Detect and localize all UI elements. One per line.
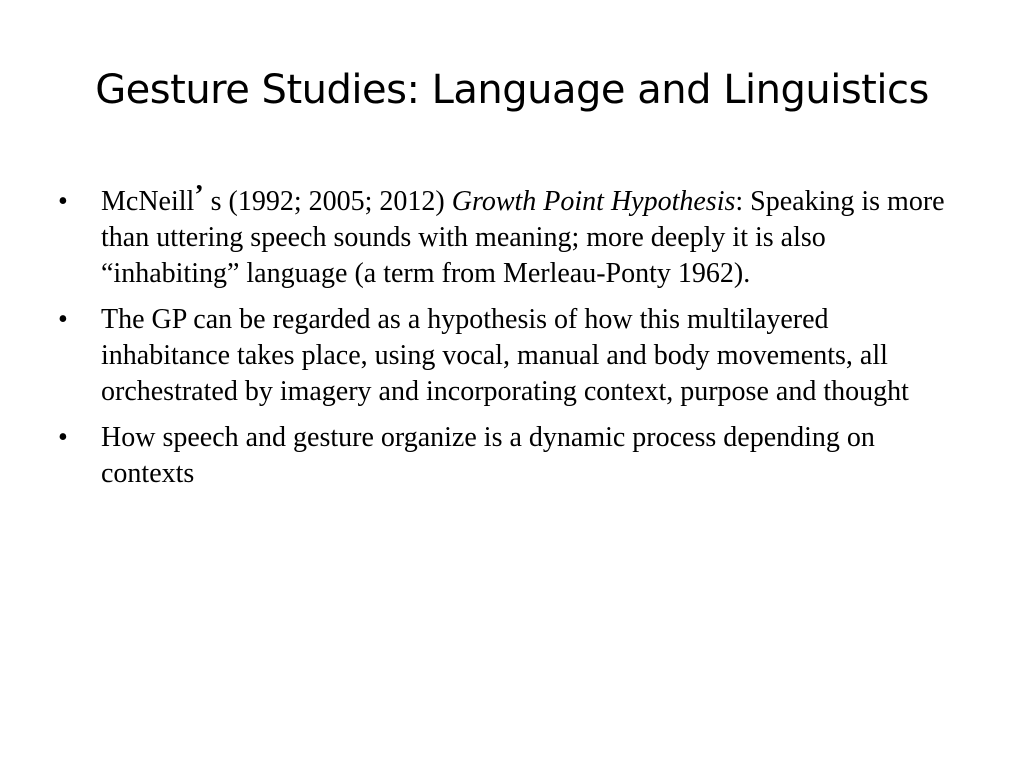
bullet-item-gp-hypothesis bbox=[58, 302, 958, 410]
bullet-icon: • bbox=[58, 422, 68, 453]
bullet-author: McNeill bbox=[101, 186, 195, 217]
bullet-item-growth-point bbox=[58, 180, 958, 292]
bullet-body: : Speaking is more than uttering speech sounds with meaning; more deeply it is also “inhabiting” language (a term from Merleau-Ponty 1962). bbox=[101, 186, 945, 289]
bullet-item-dynamic-process bbox=[58, 420, 958, 492]
bullet-text: How speech and gesture organize is a dynamic process depending on contexts bbox=[101, 422, 875, 489]
bullet-icon: • bbox=[58, 304, 68, 335]
bullet-text: The GP can be regarded as a hypothesis of how this multilayered inhabitance takes place, using vocal, manual and body movements, all orchestrated by imagery and incorporating context, purpose and thought bbox=[101, 304, 909, 407]
bullet-years: s (1992; 2005; 2012) bbox=[203, 186, 452, 217]
bullet-list bbox=[58, 180, 958, 502]
bullet-icon: • bbox=[58, 186, 68, 217]
bullet-hypothesis-name: Growth Point Hypothesis bbox=[451, 186, 736, 217]
slide-title: Gesture Studies: Language and Linguistics bbox=[95, 67, 929, 113]
bullet-apostrophe: ’ bbox=[194, 180, 204, 211]
